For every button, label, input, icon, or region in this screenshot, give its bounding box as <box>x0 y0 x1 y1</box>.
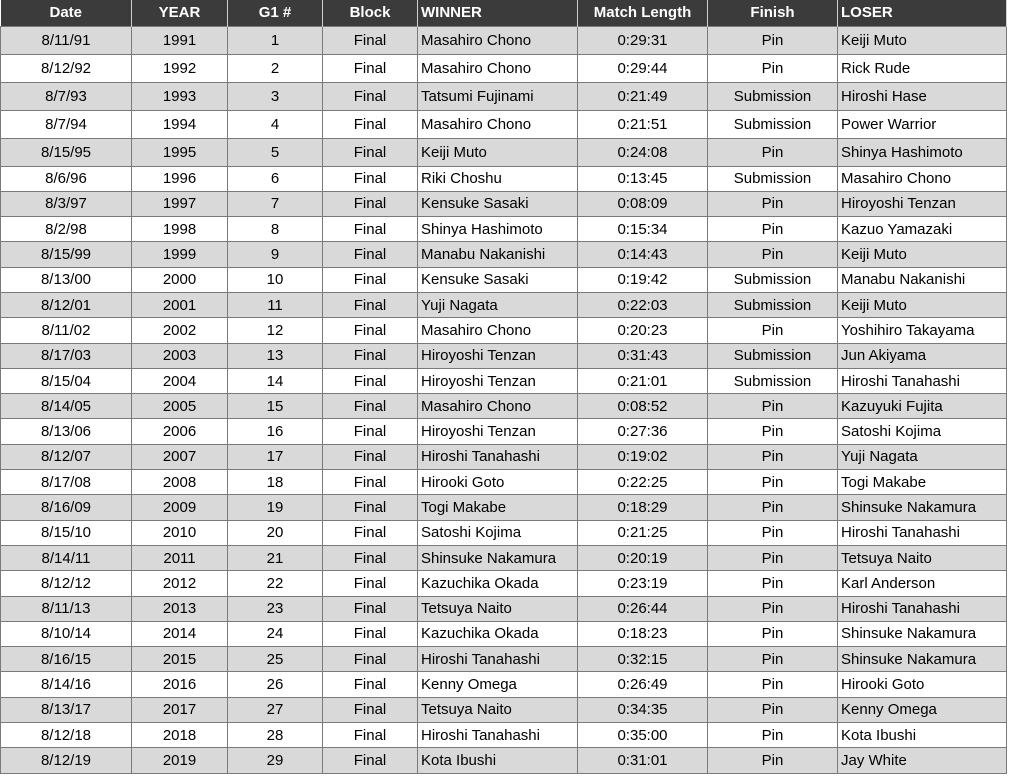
cell-match-length: 0:20:23 <box>578 318 708 343</box>
cell-date: 8/12/19 <box>1 748 132 773</box>
cell-block: Final <box>323 54 418 82</box>
cell-loser: Power Warrior <box>838 110 1007 138</box>
cell-date: 8/13/06 <box>1 419 132 444</box>
column-header-winner: WINNER <box>418 0 578 26</box>
cell-winner: Masahiro Chono <box>418 318 578 343</box>
cell-match-length: 0:23:19 <box>578 571 708 596</box>
cell-finish: Pin <box>708 545 838 570</box>
cell-date: 8/16/09 <box>1 495 132 520</box>
cell-year: 2007 <box>132 444 228 469</box>
table-row <box>1 267 1007 292</box>
cell-date: 8/14/11 <box>1 545 132 570</box>
cell-year: 2014 <box>132 621 228 646</box>
table-body <box>1 26 1007 773</box>
cell-block: Final <box>323 26 418 54</box>
cell-g1-number: 10 <box>228 267 323 292</box>
cell-match-length: 0:21:25 <box>578 520 708 545</box>
cell-match-length: 0:21:49 <box>578 82 708 110</box>
column-header-loser: LOSER <box>838 0 1007 26</box>
cell-winner: Hirooki Goto <box>418 470 578 495</box>
cell-winner: Yuji Nagata <box>418 292 578 317</box>
cell-date: 8/7/94 <box>1 110 132 138</box>
cell-g1-number: 12 <box>228 318 323 343</box>
cell-block: Final <box>323 110 418 138</box>
cell-block: Final <box>323 672 418 697</box>
cell-loser: Kota Ibushi <box>838 723 1007 748</box>
cell-date: 8/10/14 <box>1 621 132 646</box>
cell-winner: Riki Choshu <box>418 166 578 191</box>
cell-year: 2015 <box>132 647 228 672</box>
cell-year: 1995 <box>132 138 228 166</box>
cell-loser: Manabu Nakanishi <box>838 267 1007 292</box>
cell-winner: Togi Makabe <box>418 495 578 520</box>
cell-winner: Hiroshi Tanahashi <box>418 444 578 469</box>
cell-winner: Kazuchika Okada <box>418 621 578 646</box>
cell-finish: Pin <box>708 571 838 596</box>
cell-g1-number: 13 <box>228 343 323 368</box>
cell-block: Final <box>323 520 418 545</box>
cell-finish: Pin <box>708 495 838 520</box>
cell-loser: Shinsuke Nakamura <box>838 495 1007 520</box>
cell-date: 8/6/96 <box>1 166 132 191</box>
cell-loser: Yuji Nagata <box>838 444 1007 469</box>
cell-year: 2019 <box>132 748 228 773</box>
cell-match-length: 0:29:31 <box>578 26 708 54</box>
cell-match-length: 0:18:23 <box>578 621 708 646</box>
cell-date: 8/12/18 <box>1 723 132 748</box>
table-row <box>1 470 1007 495</box>
cell-year: 1991 <box>132 26 228 54</box>
cell-block: Final <box>323 343 418 368</box>
cell-match-length: 0:31:43 <box>578 343 708 368</box>
cell-block: Final <box>323 470 418 495</box>
cell-block: Final <box>323 318 418 343</box>
cell-year: 1992 <box>132 54 228 82</box>
cell-block: Final <box>323 368 418 393</box>
cell-loser: Keiji Muto <box>838 292 1007 317</box>
cell-g1-number: 1 <box>228 26 323 54</box>
table-row <box>1 26 1007 54</box>
cell-winner: Tatsumi Fujinami <box>418 82 578 110</box>
cell-year: 1996 <box>132 166 228 191</box>
cell-year: 2009 <box>132 495 228 520</box>
cell-finish: Pin <box>708 242 838 267</box>
cell-winner: Satoshi Kojima <box>418 520 578 545</box>
cell-year: 2002 <box>132 318 228 343</box>
table-row <box>1 596 1007 621</box>
cell-g1-number: 16 <box>228 419 323 444</box>
table-row <box>1 343 1007 368</box>
cell-match-length: 0:20:19 <box>578 545 708 570</box>
table-row <box>1 748 1007 773</box>
cell-date: 8/11/02 <box>1 318 132 343</box>
cell-date: 8/11/13 <box>1 596 132 621</box>
cell-loser: Shinya Hashimoto <box>838 138 1007 166</box>
cell-finish: Pin <box>708 470 838 495</box>
cell-year: 1997 <box>132 191 228 216</box>
table-row <box>1 368 1007 393</box>
cell-winner: Tetsuya Naito <box>418 596 578 621</box>
cell-block: Final <box>323 267 418 292</box>
cell-loser: Kazuo Yamazaki <box>838 217 1007 242</box>
cell-loser: Shinsuke Nakamura <box>838 621 1007 646</box>
cell-winner: Kota Ibushi <box>418 748 578 773</box>
cell-match-length: 0:19:42 <box>578 267 708 292</box>
cell-block: Final <box>323 138 418 166</box>
cell-block: Final <box>323 748 418 773</box>
cell-match-length: 0:26:44 <box>578 596 708 621</box>
cell-g1-number: 8 <box>228 217 323 242</box>
column-header-match-length: Match Length <box>578 0 708 26</box>
cell-loser: Satoshi Kojima <box>838 419 1007 444</box>
table-row <box>1 495 1007 520</box>
table-row <box>1 110 1007 138</box>
cell-finish: Submission <box>708 343 838 368</box>
cell-finish: Submission <box>708 166 838 191</box>
cell-loser: Hiroshi Tanahashi <box>838 520 1007 545</box>
cell-block: Final <box>323 723 418 748</box>
cell-g1-number: 22 <box>228 571 323 596</box>
cell-year: 2004 <box>132 368 228 393</box>
column-header-finish: Finish <box>708 0 838 26</box>
cell-match-length: 0:32:15 <box>578 647 708 672</box>
cell-loser: Togi Makabe <box>838 470 1007 495</box>
cell-date: 8/13/17 <box>1 697 132 722</box>
cell-winner: Kensuke Sasaki <box>418 267 578 292</box>
cell-block: Final <box>323 82 418 110</box>
table-row <box>1 217 1007 242</box>
column-header-year: YEAR <box>132 0 228 26</box>
table-row <box>1 166 1007 191</box>
cell-block: Final <box>323 166 418 191</box>
cell-date: 8/17/03 <box>1 343 132 368</box>
cell-g1-number: 7 <box>228 191 323 216</box>
cell-match-length: 0:08:09 <box>578 191 708 216</box>
table-row <box>1 191 1007 216</box>
cell-match-length: 0:08:52 <box>578 394 708 419</box>
cell-finish: Submission <box>708 292 838 317</box>
cell-date: 8/15/95 <box>1 138 132 166</box>
cell-match-length: 0:13:45 <box>578 166 708 191</box>
cell-finish: Submission <box>708 368 838 393</box>
cell-winner: Kazuchika Okada <box>418 571 578 596</box>
table-row <box>1 647 1007 672</box>
cell-winner: Kenny Omega <box>418 672 578 697</box>
cell-finish: Pin <box>708 621 838 646</box>
cell-year: 2003 <box>132 343 228 368</box>
table-row <box>1 292 1007 317</box>
cell-year: 2000 <box>132 267 228 292</box>
cell-block: Final <box>323 292 418 317</box>
cell-match-length: 0:22:25 <box>578 470 708 495</box>
cell-loser: Hiroshi Hase <box>838 82 1007 110</box>
cell-finish: Pin <box>708 394 838 419</box>
cell-year: 2010 <box>132 520 228 545</box>
cell-year: 2013 <box>132 596 228 621</box>
cell-year: 1998 <box>132 217 228 242</box>
cell-winner: Hiroyoshi Tenzan <box>418 419 578 444</box>
cell-block: Final <box>323 621 418 646</box>
cell-match-length: 0:15:34 <box>578 217 708 242</box>
cell-block: Final <box>323 697 418 722</box>
cell-date: 8/13/00 <box>1 267 132 292</box>
cell-finish: Submission <box>708 110 838 138</box>
cell-winner: Manabu Nakanishi <box>418 242 578 267</box>
table-row <box>1 520 1007 545</box>
cell-g1-number: 9 <box>228 242 323 267</box>
cell-match-length: 0:21:01 <box>578 368 708 393</box>
cell-g1-number: 23 <box>228 596 323 621</box>
cell-finish: Submission <box>708 82 838 110</box>
cell-loser: Hiroshi Tanahashi <box>838 596 1007 621</box>
table-row <box>1 318 1007 343</box>
cell-date: 8/17/08 <box>1 470 132 495</box>
cell-year: 1994 <box>132 110 228 138</box>
cell-date: 8/14/16 <box>1 672 132 697</box>
table-row <box>1 138 1007 166</box>
cell-loser: Kazuyuki Fujita <box>838 394 1007 419</box>
cell-loser: Hirooki Goto <box>838 672 1007 697</box>
cell-finish: Pin <box>708 318 838 343</box>
cell-date: 8/12/01 <box>1 292 132 317</box>
cell-date: 8/12/92 <box>1 54 132 82</box>
cell-g1-number: 5 <box>228 138 323 166</box>
cell-winner: Hiroyoshi Tenzan <box>418 368 578 393</box>
cell-winner: Hiroshi Tanahashi <box>418 723 578 748</box>
cell-g1-number: 25 <box>228 647 323 672</box>
cell-match-length: 0:21:51 <box>578 110 708 138</box>
cell-g1-number: 3 <box>228 82 323 110</box>
cell-g1-number: 2 <box>228 54 323 82</box>
column-header-g1-number: G1 # <box>228 0 323 26</box>
cell-loser: Yoshihiro Takayama <box>838 318 1007 343</box>
cell-winner: Masahiro Chono <box>418 26 578 54</box>
cell-year: 2016 <box>132 672 228 697</box>
cell-loser: Rick Rude <box>838 54 1007 82</box>
cell-winner: Tetsuya Naito <box>418 697 578 722</box>
cell-finish: Pin <box>708 647 838 672</box>
cell-g1-number: 24 <box>228 621 323 646</box>
cell-year: 2012 <box>132 571 228 596</box>
cell-loser: Hiroyoshi Tenzan <box>838 191 1007 216</box>
table-row <box>1 419 1007 444</box>
cell-finish: Pin <box>708 138 838 166</box>
cell-date: 8/15/04 <box>1 368 132 393</box>
cell-winner: Masahiro Chono <box>418 54 578 82</box>
cell-block: Final <box>323 596 418 621</box>
cell-finish: Pin <box>708 748 838 773</box>
cell-year: 2006 <box>132 419 228 444</box>
cell-block: Final <box>323 419 418 444</box>
cell-match-length: 0:26:49 <box>578 672 708 697</box>
cell-block: Final <box>323 444 418 469</box>
cell-winner: Shinya Hashimoto <box>418 217 578 242</box>
table-row <box>1 723 1007 748</box>
cell-finish: Pin <box>708 596 838 621</box>
cell-loser: Hiroshi Tanahashi <box>838 368 1007 393</box>
cell-g1-number: 15 <box>228 394 323 419</box>
cell-year: 2018 <box>132 723 228 748</box>
cell-g1-number: 4 <box>228 110 323 138</box>
cell-finish: Pin <box>708 697 838 722</box>
table-row <box>1 242 1007 267</box>
cell-finish: Pin <box>708 54 838 82</box>
cell-date: 8/14/05 <box>1 394 132 419</box>
cell-year: 2011 <box>132 545 228 570</box>
cell-g1-number: 29 <box>228 748 323 773</box>
table-row <box>1 571 1007 596</box>
cell-g1-number: 26 <box>228 672 323 697</box>
cell-year: 2017 <box>132 697 228 722</box>
cell-date: 8/11/91 <box>1 26 132 54</box>
cell-match-length: 0:18:29 <box>578 495 708 520</box>
cell-date: 8/3/97 <box>1 191 132 216</box>
cell-g1-number: 21 <box>228 545 323 570</box>
cell-year: 1993 <box>132 82 228 110</box>
cell-loser: Shinsuke Nakamura <box>838 647 1007 672</box>
cell-g1-number: 6 <box>228 166 323 191</box>
cell-g1-number: 19 <box>228 495 323 520</box>
cell-block: Final <box>323 394 418 419</box>
cell-loser: Keiji Muto <box>838 26 1007 54</box>
table-row <box>1 621 1007 646</box>
cell-block: Final <box>323 571 418 596</box>
cell-date: 8/15/10 <box>1 520 132 545</box>
cell-finish: Pin <box>708 723 838 748</box>
cell-match-length: 0:19:02 <box>578 444 708 469</box>
cell-loser: Tetsuya Naito <box>838 545 1007 570</box>
table-row <box>1 82 1007 110</box>
cell-finish: Pin <box>708 217 838 242</box>
cell-finish: Pin <box>708 191 838 216</box>
cell-match-length: 0:14:43 <box>578 242 708 267</box>
cell-g1-number: 20 <box>228 520 323 545</box>
cell-date: 8/12/12 <box>1 571 132 596</box>
cell-winner: Kensuke Sasaki <box>418 191 578 216</box>
cell-finish: Pin <box>708 672 838 697</box>
table-row <box>1 672 1007 697</box>
table-row <box>1 697 1007 722</box>
cell-match-length: 0:31:01 <box>578 748 708 773</box>
cell-match-length: 0:24:08 <box>578 138 708 166</box>
cell-loser: Karl Anderson <box>838 571 1007 596</box>
cell-date: 8/7/93 <box>1 82 132 110</box>
table-row <box>1 545 1007 570</box>
cell-g1-number: 27 <box>228 697 323 722</box>
cell-year: 2008 <box>132 470 228 495</box>
cell-date: 8/15/99 <box>1 242 132 267</box>
cell-block: Final <box>323 495 418 520</box>
cell-g1-number: 18 <box>228 470 323 495</box>
cell-winner: Keiji Muto <box>418 138 578 166</box>
header-row <box>1 0 1007 26</box>
cell-g1-number: 17 <box>228 444 323 469</box>
cell-finish: Pin <box>708 520 838 545</box>
cell-loser: Masahiro Chono <box>838 166 1007 191</box>
cell-block: Final <box>323 647 418 672</box>
cell-year: 1999 <box>132 242 228 267</box>
cell-date: 8/12/07 <box>1 444 132 469</box>
cell-finish: Submission <box>708 267 838 292</box>
cell-loser: Kenny Omega <box>838 697 1007 722</box>
cell-winner: Shinsuke Nakamura <box>418 545 578 570</box>
cell-date: 8/2/98 <box>1 217 132 242</box>
cell-year: 2005 <box>132 394 228 419</box>
cell-match-length: 0:34:35 <box>578 697 708 722</box>
cell-block: Final <box>323 217 418 242</box>
cell-block: Final <box>323 242 418 267</box>
cell-block: Final <box>323 545 418 570</box>
cell-winner: Masahiro Chono <box>418 110 578 138</box>
cell-match-length: 0:29:44 <box>578 54 708 82</box>
cell-finish: Pin <box>708 26 838 54</box>
table-row <box>1 54 1007 82</box>
cell-match-length: 0:22:03 <box>578 292 708 317</box>
cell-match-length: 0:27:36 <box>578 419 708 444</box>
cell-loser: Jay White <box>838 748 1007 773</box>
cell-winner: Hiroshi Tanahashi <box>418 647 578 672</box>
table-row <box>1 394 1007 419</box>
cell-block: Final <box>323 191 418 216</box>
cell-loser: Keiji Muto <box>838 242 1007 267</box>
column-header-block: Block <box>323 0 418 26</box>
cell-winner: Masahiro Chono <box>418 394 578 419</box>
cell-g1-number: 28 <box>228 723 323 748</box>
cell-finish: Pin <box>708 444 838 469</box>
column-header-date: Date <box>1 0 132 26</box>
cell-loser: Jun Akiyama <box>838 343 1007 368</box>
cell-g1-number: 14 <box>228 368 323 393</box>
cell-match-length: 0:35:00 <box>578 723 708 748</box>
cell-finish: Pin <box>708 419 838 444</box>
cell-g1-number: 11 <box>228 292 323 317</box>
table-row <box>1 444 1007 469</box>
cell-date: 8/16/15 <box>1 647 132 672</box>
cell-winner: Hiroyoshi Tenzan <box>418 343 578 368</box>
cell-year: 2001 <box>132 292 228 317</box>
